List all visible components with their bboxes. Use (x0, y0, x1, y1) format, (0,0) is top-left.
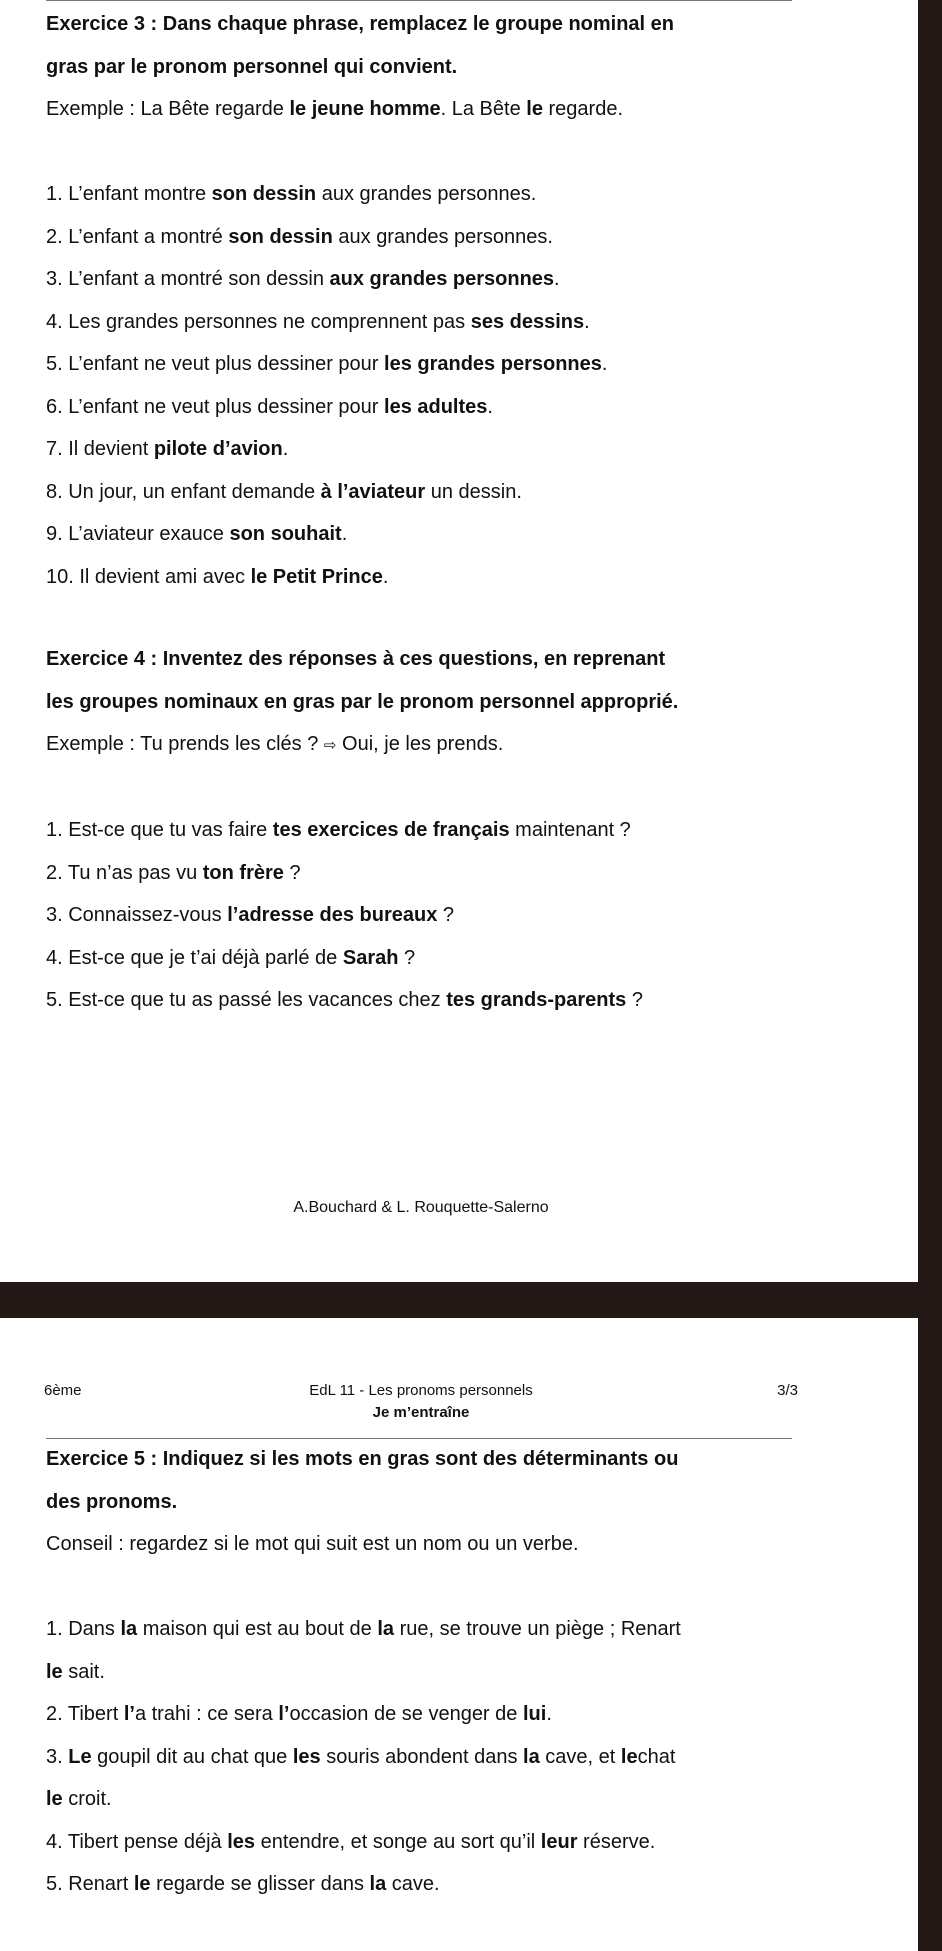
exercise-5-title-line2: des pronoms. (46, 1490, 178, 1513)
level-label: 6ème (44, 1382, 82, 1399)
page-number: 3/3 (777, 1382, 798, 1399)
exercise-4-example: Exemple : Tu prends les clés ? ⇨ Oui, je les prends. (46, 733, 504, 755)
exercise-4-item: 4. Est-ce que je t’ai déjà parlé de Sarah ? (46, 946, 416, 969)
exercise-5 (46, 1438, 806, 1906)
page-subtitle: Je m’entraîne (372, 1404, 470, 1421)
exercise-3-item: 4. Les grandes personnes ne comprennent pas ses dessins. (46, 310, 590, 333)
exercise-3-item: 8. Un jour, un enfant demande à l’aviateur un dessin. (46, 480, 522, 503)
exercise-5-item-continued: le sait. (46, 1660, 105, 1683)
exercise-3 (46, 3, 806, 598)
exercise-3-title-line2: gras par le pronom personnel qui convient. (46, 55, 458, 78)
exercise-4 (46, 638, 806, 1022)
exercise-3-item: 9. L’aviateur exauce son souhait. (46, 523, 348, 545)
exercise-5-item: 3. Le goupil dit au chat que les souris abondent dans la cave, et lechat (46, 1745, 676, 1768)
exercise-5-item: 5. Renart le regarde se glisser dans la cave. (46, 1873, 440, 1895)
exercise-4-item: 1. Est-ce que tu vas faire tes exercices de français maintenant ? (46, 819, 631, 841)
exercise-5-item-continued: le croit. (46, 1788, 112, 1810)
exercise-3-item: 10. Il devient ami avec le Petit Prince. (46, 565, 389, 588)
exercise-3-item: 6. L’enfant ne veut plus dessiner pour les adultes. (46, 395, 493, 418)
exercise-4-title-line2: les groupes nominaux en gras par le pronom personnel approprié. (46, 690, 679, 713)
course-title: EdL 11 - Les pronoms personnels (309, 1382, 533, 1399)
exercise-5-advice: Conseil : regardez si le mot qui suit est un nom ou un verbe. (46, 1533, 579, 1555)
right-dark-border (918, 0, 942, 1951)
exercise-3-item: 7. Il devient pilote d’avion. (46, 438, 289, 460)
exercise-5-item: 1. Dans la maison qui est au bout de la rue, se trouve un piège ; Renart (46, 1618, 681, 1640)
exercise-4-item: 2. Tu n’as pas vu ton frère ? (46, 861, 301, 884)
arrow-icon: ⇨ (323, 736, 337, 754)
exercise-3-example: Exemple : La Bête regarde le jeune homme. La Bête le regarde. (46, 98, 624, 120)
exercise-5-title-line1: Exercice 5 : Indiquez si les mots en gras sont des déterminants ou (46, 1448, 679, 1470)
exercise-3-item: 1. L’enfant montre son dessin aux grandes personnes. (46, 183, 537, 205)
exercise-4-item: 5. Est-ce que tu as passé les vacances chez tes grands-parents ? (46, 989, 643, 1011)
footer-authors: A.Bouchard & L. Rouquette-Salerno (293, 1199, 549, 1216)
exercise-5-item: 2. Tibert l’a trahi : ce sera l’occasion de se venger de lui. (46, 1703, 552, 1725)
exercise-5-item: 4. Tibert pense déjà les entendre, et songe au sort qu’il leur réserve. (46, 1830, 656, 1853)
exercise-4-title-line1: Exercice 4 : Inventez des réponses à ces questions, en reprenant (46, 648, 666, 670)
exercise-4-item: 3. Connaissez-vous l’adresse des bureaux ? (46, 904, 454, 926)
page-separator (0, 1282, 918, 1318)
top-rule (46, 0, 792, 1)
exercise-3-title-line1: Exercice 3 : Dans chaque phrase, remplacez le groupe nominal en (46, 13, 675, 35)
exercise-3-item: 5. L’enfant ne veut plus dessiner pour les grandes personnes. (46, 353, 608, 375)
exercise-3-item: 2. L’enfant a montré son dessin aux grandes personnes. (46, 225, 553, 248)
exercise-3-item: 3. L’enfant a montré son dessin aux grandes personnes. (46, 268, 560, 290)
